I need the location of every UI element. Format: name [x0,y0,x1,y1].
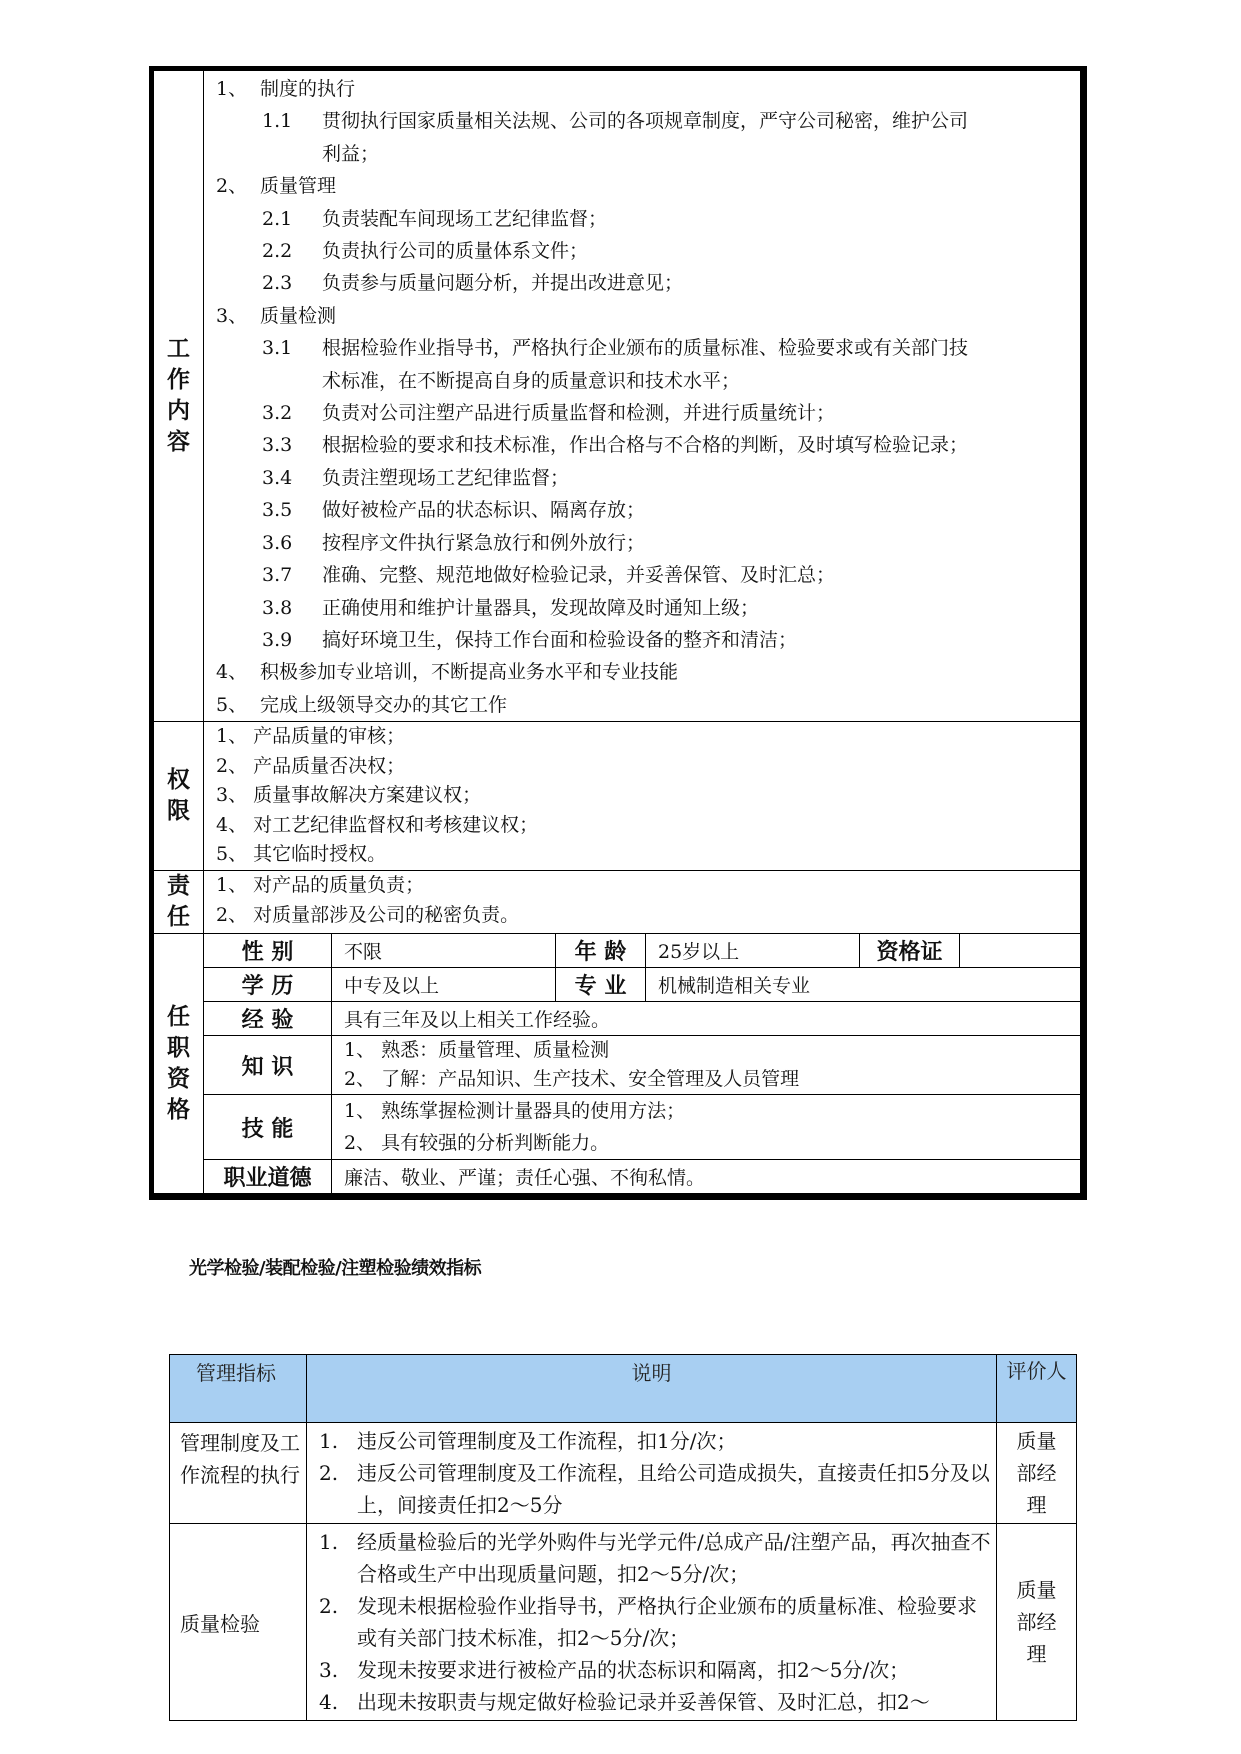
kpi-item-number: 4. [319,1690,339,1714]
work-line-number: 3.9 [262,628,293,651]
header-description: 说明 [307,1355,997,1423]
work-line [204,203,1080,235]
work-line-number: 3、 [216,304,248,327]
gender-label: 性 别 [204,934,332,968]
knowledge-label: 知 识 [204,1036,332,1095]
authority-cell [204,722,1081,871]
row-evaluator: 质量部经理 [997,1423,1077,1524]
job-description-table [149,66,1087,1200]
age-value: 25岁以上 [646,934,860,968]
work-line-text: 负责参与质量问题分析，并提出改进意见； [322,272,684,295]
work-line-number: 2、 [216,175,248,198]
work-line-text: 完成上级领导交办的其它工作 [260,693,508,716]
work-line-text: 负责执行公司的质量体系文件； [322,240,589,263]
row-name: 质量检验 [170,1524,307,1721]
work-line-text: 积极参加专业培训，不断提高业务水平和专业技能 [260,661,679,684]
ethics-label: 职业道德 [204,1160,332,1194]
row-evaluator: 质量部经理 [997,1524,1077,1721]
kpi-item-text: 发现未根据检验作业指导书，严格执行企业颁布的质量标准、检验要求或有关部门技术标准，扣2～5分/次； [357,1594,977,1650]
kpi-heading: 光学检验/装配检验/注塑检验绩效指标 [189,1258,482,1279]
work-line [204,332,1080,364]
work-line-number: 1、 [216,78,248,100]
work-line-number: 3.2 [262,402,293,425]
knowledge-line: 1、 熟悉：质量管理、质量检测 [344,1039,610,1062]
certificate-value [960,934,1081,968]
work-line-text: 质量检测 [260,304,337,327]
work-line [204,559,1080,591]
section-label-authority: 权 限 [154,722,204,871]
skill-value [332,1095,1081,1160]
responsibility-line: 2、 对质量部涉及公司的秘密负责。 [216,903,520,926]
work-line-text: 根据检验作业指导书，严格执行企业颁布的质量标准、检验要求或有关部门技 [322,337,969,360]
row-items [307,1423,997,1524]
education-value: 中专及以上 [332,968,556,1002]
ethics-value: 廉洁、敬业、严谨；责任心强、不徇私情。 [332,1160,1081,1194]
work-line [204,494,1080,526]
age-label: 年 龄 [556,934,646,968]
work-line-text: 质量管理 [260,175,337,198]
work-line [204,527,1080,559]
authority-line: 1、 产品质量的审核； [216,725,406,748]
work-line [204,397,1080,429]
work-line [204,267,1080,299]
education-label: 学 历 [204,968,332,1002]
kpi-item [315,1654,992,1686]
work-line [204,656,1080,688]
kpi-item-number: 2. [319,1461,339,1485]
kpi-item [315,1686,992,1718]
kpi-item-text: 出现未按职责与规定做好检验记录并妥善保管、及时汇总，扣2～ [357,1690,930,1714]
kpi-item [315,1590,992,1654]
row-items [307,1524,997,1721]
work-line-number: 3.6 [262,531,293,554]
work-line-number: 3.1 [262,337,293,360]
header-evaluator: 评价人 [997,1355,1077,1423]
kpi-item-text: 违反公司管理制度及工作流程，扣1分/次； [357,1429,737,1453]
work-line-number: 3.7 [262,564,293,587]
work-line-text: 搞好环境卫生，保持工作台面和检验设备的整齐和清洁； [322,628,798,651]
major-value: 机械制造相关专业 [646,968,1081,1002]
authority-line: 2、 产品质量否决权； [216,754,406,777]
kpi-item-number: 2. [319,1594,339,1618]
header-indicator: 管理指标 [170,1355,307,1423]
work-content-cell [204,71,1081,722]
work-line-continuation [204,138,1080,170]
work-line-continuation [204,365,1080,397]
experience-value: 具有三年及以上相关工作经验。 [332,1002,1081,1036]
section-label-qualification: 任 职 资 格 [154,934,204,1194]
experience-label: 经 验 [204,1002,332,1036]
work-line-text: 利益； [322,142,380,165]
responsibility-cell [204,871,1081,934]
kpi-item-number: 1. [319,1530,339,1554]
work-line [204,689,1080,721]
work-line-text: 贯彻执行国家质量相关法规、公司的各项规章制度，严守公司秘密，维护公司 [322,110,969,133]
work-line-number: 3.5 [262,499,293,522]
kpi-item-text: 经质量检验后的光学外购件与光学元件/总成产品/注塑产品，再次抽查不合格或生产中出现质量问题，扣2～5分/次； [357,1530,991,1586]
work-line-text: 正确使用和维护计量器具，发现故障及时通知上级； [322,596,760,619]
work-line-number: 5、 [216,693,248,716]
work-line-text: 做好被检产品的状态标识、隔离存放； [322,499,646,522]
certificate-label: 资格证 [860,934,960,968]
work-line-number: 2.2 [262,240,293,263]
section-label-work: 工 作 内 容 [154,71,204,722]
kpi-item-number: 3. [319,1658,339,1682]
work-line-text: 负责装配车间现场工艺纪律监督； [322,207,608,230]
skill-line: 2、 具有较强的分析判断能力。 [344,1132,610,1155]
kpi-item [315,1526,992,1590]
work-line [204,592,1080,624]
kpi-item-text: 违反公司管理制度及工作流程，且给公司造成损失，直接责任扣5分及以上，间接责任扣2～5分 [357,1461,990,1517]
work-line-number: 1.1 [262,110,293,133]
kpi-item-number: 1. [319,1429,339,1453]
work-line-text: 准确、完整、规范地做好检验记录，并妥善保管、及时汇总； [322,564,836,587]
section-label-responsibility: 责 任 [154,871,204,934]
skill-label: 技 能 [204,1095,332,1160]
work-line-text: 术标准，在不断提高自身的质量意识和技术水平； [322,369,741,392]
work-line [204,73,1080,105]
work-line-number: 3.4 [262,466,293,489]
work-line-number: 3.3 [262,434,293,457]
knowledge-value [332,1036,1081,1095]
work-line-number: 3.8 [262,596,293,619]
work-line-number: 2.1 [262,207,293,230]
work-line-text: 根据检验的要求和技术标准，作出合格与不合格的判断，及时填写检验记录； [322,434,969,457]
kpi-item [315,1457,992,1521]
responsibility-line: 1、 对产品的质量负责； [216,874,425,897]
work-line [204,235,1080,267]
kpi-table [169,1354,1077,1721]
work-line-text: 负责对公司注塑产品进行质量监督和检测，并进行质量统计； [322,402,836,425]
authority-line: 4、 对工艺纪律监督权和考核建议权； [216,813,539,836]
skill-line: 1、 熟练掌握检测计量器具的使用方法； [344,1100,686,1123]
work-line-text: 制度的执行 [260,78,356,100]
work-line [204,170,1080,202]
work-line-number: 2.3 [262,272,293,295]
kpi-item [315,1425,992,1457]
work-line [204,624,1080,656]
work-line [204,105,1080,137]
gender-value: 不限 [332,934,556,968]
row-name: 管理制度及工作流程的执行 [170,1423,307,1524]
major-label: 专 业 [556,968,646,1002]
authority-line: 5、 其它临时授权。 [216,843,387,866]
work-line [204,300,1080,332]
work-line-number: 4、 [216,661,248,684]
kpi-item-text: 发现未按要求进行被检产品的状态标识和隔离，扣2～5分/次； [357,1658,910,1682]
work-line [204,462,1080,494]
authority-line: 3、 质量事故解决方案建议权； [216,784,482,807]
work-line-text: 按程序文件执行紧急放行和例外放行； [322,531,646,554]
work-line-text: 负责注塑现场工艺纪律监督； [322,466,570,489]
knowledge-line: 2、 了解：产品知识、生产技术、安全管理及人员管理 [344,1068,800,1091]
work-line [204,429,1080,461]
